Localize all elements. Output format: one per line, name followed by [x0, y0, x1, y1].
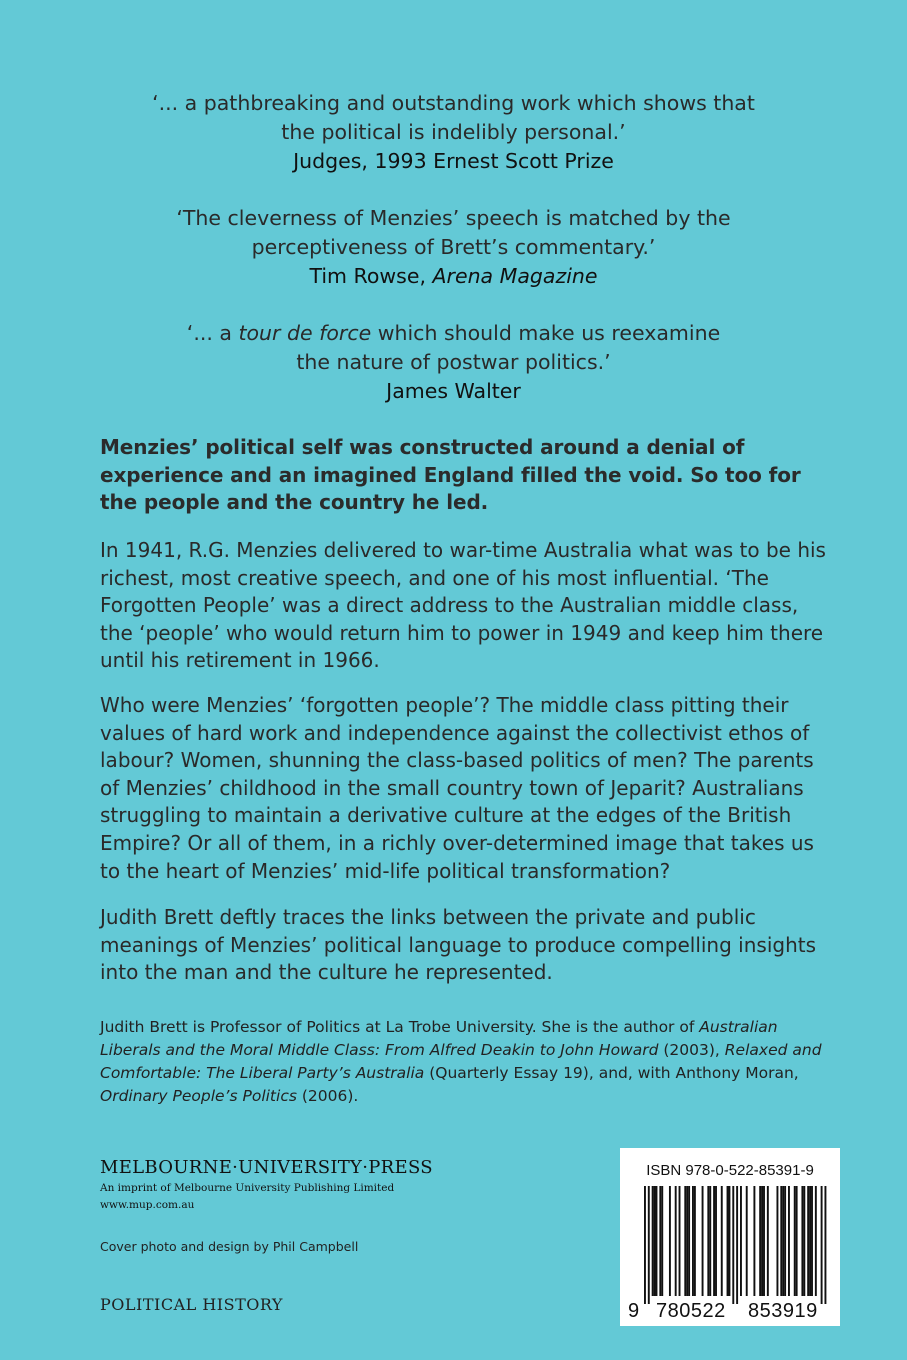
- publisher-name: MELBOURNE·UNIVERSITY·PRESS: [100, 1157, 433, 1178]
- barcode-bar: [782, 1186, 784, 1296]
- quote-line: ‘The cleverness of Menzies’ speech is matched by the: [176, 206, 731, 230]
- barcode-bar: [692, 1186, 694, 1296]
- barcode-bar: [694, 1186, 696, 1296]
- barcode-bar: [707, 1186, 709, 1296]
- review-quote-1: [0, 89, 907, 176]
- barcode-bar: [815, 1186, 817, 1296]
- barcode-bar: [652, 1186, 654, 1296]
- barcode-bar: [746, 1186, 748, 1296]
- barcode-digit-group-1: 780522: [656, 1300, 726, 1322]
- barcode-guard-bar: [821, 1186, 823, 1304]
- barcode-guard-bar: [644, 1186, 646, 1304]
- review-quote-3: [0, 319, 907, 406]
- author-bio: [100, 1016, 840, 1108]
- barcode-bar: [803, 1186, 805, 1296]
- barcode-bar: [727, 1186, 729, 1296]
- quote-line: the political is indelibly personal.’: [281, 120, 626, 144]
- barcode-bar: [753, 1186, 755, 1296]
- publisher-url: www.mup.com.au: [100, 1199, 195, 1211]
- barcode-guard-bar: [824, 1186, 826, 1304]
- barcode-bar: [801, 1186, 803, 1296]
- book-category: POLITICAL HISTORY: [100, 1295, 283, 1314]
- bio-book-title: Relaxed and Comfortable: The Liberal Party’s Australia: [100, 1041, 822, 1082]
- barcode-bar: [761, 1186, 763, 1296]
- quote-attribution: Judges, 1993 Ernest Scott Prize: [293, 149, 614, 173]
- barcode-bar: [669, 1186, 671, 1296]
- barcode-bar: [702, 1186, 704, 1296]
- quote-text: ‘... a: [186, 321, 239, 345]
- barcode-bar: [684, 1186, 686, 1296]
- quote-line: perceptiveness of Brett’s commentary.’: [251, 235, 656, 259]
- quote-attribution: [0, 262, 907, 291]
- barcode-bar: [661, 1186, 663, 1296]
- quote-line: the nature of postwar politics.’: [296, 350, 611, 374]
- bio-text: Judith Brett is Professor of Politics at La Trobe University. She is the author of: [100, 1018, 700, 1036]
- blurb-paragraph: Who were Menzies’ ‘forgotten people’? The middle class pitting their values of hard work and independence against the collectivist ethos of labour? Women, shunning the class-based politics of men? The parents of Menzies’ childhood in the small country town of Jeparit? Australians struggling to maintain a derivative culture at the edges of the British Empire? Or all of them, in a richly over-determined image that takes us to the heart of Menzies’ mid-life political transformation?: [100, 693, 814, 883]
- isbn-barcode: [620, 1148, 840, 1326]
- barcode-bar: [809, 1186, 811, 1296]
- quote-line: [0, 319, 907, 348]
- barcode-guard-bar: [648, 1186, 650, 1304]
- barcode-bar: [656, 1186, 658, 1296]
- barcode-bar: [675, 1186, 677, 1296]
- isbn-label: ISBN 978-0-522-85391-9: [646, 1162, 814, 1179]
- barcode-bar: [709, 1186, 711, 1296]
- bio-text: (2006).: [296, 1087, 359, 1105]
- barcode-bar: [788, 1186, 790, 1296]
- bio-text: (2003),: [658, 1041, 725, 1059]
- attribution-source: Arena Magazine: [432, 264, 598, 288]
- barcode-bar: [713, 1186, 715, 1296]
- review-quote-2: [0, 204, 907, 291]
- barcode-bar: [679, 1186, 681, 1296]
- barcode-bar: [796, 1186, 798, 1296]
- barcode-first-digit: 9: [628, 1300, 640, 1322]
- quote-italic: tour de force: [238, 321, 372, 345]
- quote-text: which should make us reexamine: [371, 321, 721, 345]
- barcode-bar: [780, 1186, 782, 1296]
- barcode-bar: [721, 1186, 723, 1296]
- barcode-bar: [686, 1186, 688, 1296]
- publisher-logo: [100, 1157, 433, 1212]
- barcode-bar: [807, 1186, 809, 1296]
- barcode-bar: [728, 1186, 730, 1296]
- cover-credit: Cover photo and design by Phil Campbell: [100, 1239, 359, 1254]
- barcode-bar: [776, 1186, 778, 1296]
- barcode-bar: [784, 1186, 786, 1296]
- barcode-bar: [715, 1186, 717, 1296]
- barcode-bar: [794, 1186, 796, 1296]
- barcode-bar: [763, 1186, 765, 1296]
- barcode-digit-group-2: 853919: [748, 1300, 818, 1322]
- barcode-bar: [740, 1186, 742, 1296]
- bio-book-title: Australian Liberals and the Moral Middle Class: From Alfred Deakin to John Howard: [100, 1018, 778, 1059]
- publisher-imprint: An imprint of Melbourne University Publishing Limited: [100, 1182, 395, 1194]
- barcode-guard-bar: [732, 1186, 734, 1304]
- barcode-bar: [688, 1186, 690, 1296]
- quote-attribution: James Walter: [386, 379, 521, 403]
- blurb-lead: Menzies’ political self was constructed around a denial of experience and an imagined England filled the void. So too for the people and the country he led.: [100, 435, 801, 515]
- barcode-bar: [659, 1186, 661, 1296]
- barcode-bar: [767, 1186, 769, 1296]
- blurb-paragraph: In 1941, R.G. Menzies delivered to war-time Australia what was to be his richest, most creative speech, and one of his most influential. ‘The Forgotten People’ was a direct address to the Australian middle class, the ‘people’ who would return him to power in 1949 and keep him there until his retirement in 1966.: [100, 538, 826, 673]
- barcode-bar: [654, 1186, 656, 1296]
- barcode-bar: [759, 1186, 761, 1296]
- blurb-paragraph: Judith Brett deftly traces the links between the private and public meanings of Menzies’ political language to produce compelling insights into the man and the culture he represented.: [100, 905, 817, 985]
- bio-book-title: Ordinary People’s Politics: [100, 1087, 297, 1105]
- quote-line: ‘... a pathbreaking and outstanding work which shows that: [152, 91, 755, 115]
- bio-text: (Quarterly Essay 19), and, with Anthony Moran,: [424, 1064, 799, 1082]
- barcode-guard-bar: [736, 1186, 738, 1304]
- attribution-name: Tim Rowse,: [309, 264, 433, 288]
- barcode-bar: [811, 1186, 813, 1296]
